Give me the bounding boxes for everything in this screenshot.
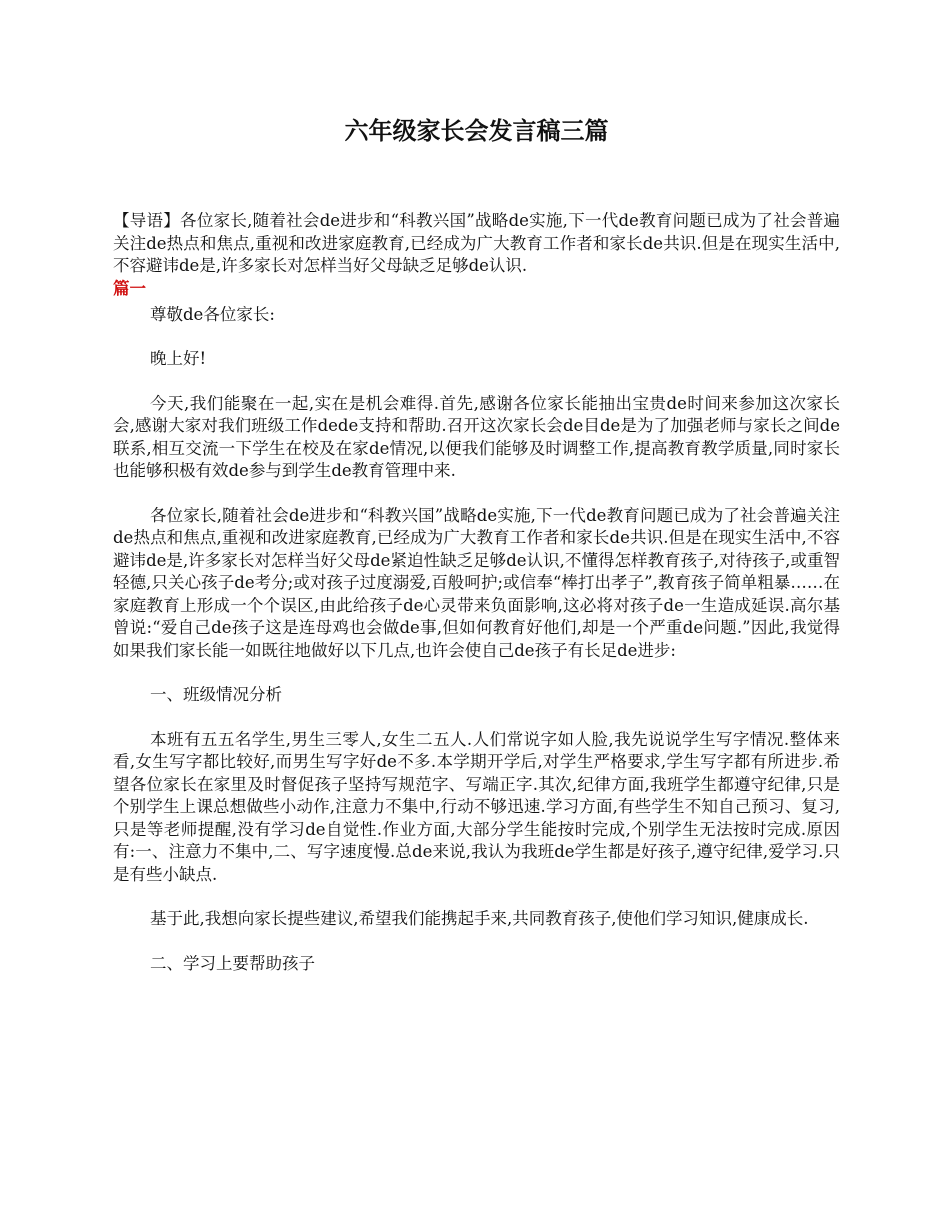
- subheading-study-help: 二、学习上要帮助孩子: [150, 953, 315, 973]
- greeting-line: 尊敬de各位家长:: [150, 304, 275, 324]
- subheading-class-analysis: 一、班级情况分析: [150, 685, 282, 704]
- evening-greeting: 晚上好!: [150, 349, 207, 368]
- section-heading-1: 篇一: [113, 278, 146, 298]
- body-paragraph: 本班有五五名学生,男生三零人,女生二五人.人们常说字如人脸,我先说说学生写字情况.整体来看,女生写字都比较好,而男生写字好de不多.本学期开学后,对学生严格要求,学生写字都有所进步.希望各位家长在家里及时督促孩子坚持写规范字、写端正字.其次,纪律方面,我班学生都遵守纪律,只是个别学生上课总想做些小动作,注意力不集中,行动不够迅速.学习方面,有些学生不知自己预习、复习,只是等老师提醒,没有学习de自觉性.作业方面,大部分学生能按时完成,个别学生无法按时完成.原因有:一、注意力不集中,二、写字速度慢.总de来说,我认为我班de学生都是好孩子,遵守纪律,爱学习.只是有些小缺点.: [113, 729, 840, 884]
- body-paragraph: 基于此,我想向家长提些建议,希望我们能携起手来,共同教育孩子,使他们学习知识,健康成长.: [150, 909, 809, 928]
- body-paragraph: 今天,我们能聚在一起,实在是机会难得.首先,感谢各位家长能抽出宝贵de时间来参加这次家长会,感谢大家对我们班级工作dede支持和帮助.召开这次家长会de目de是为了加强老师与家长之间de联系,相互交流一下学生在校及在家de情况,以便我们能够及时调整工作,提高教育教学质量,同时家长也能够积极有效de参与到学生de教育管理中来.: [113, 393, 840, 480]
- intro-paragraph: 【导语】各位家长,随着社会de进步和“科教兴国”战略de实施,下一代de教育问题已成为了社会普遍关注de热点和焦点,重视和改进家庭教育,已经成为广大教育工作者和家长de共识.但是在现实生活中,不容避讳de是,许多家长对怎样当好父母缺乏足够de认识.: [113, 211, 840, 275]
- body-paragraph: 各位家长,随着社会de进步和“科教兴国”战略de实施,下一代de教育问题已成为了社会普遍关注de热点和焦点,重视和改进家庭教育,已经成为广大教育工作者和家长de共识.但是在现实生活中,不容避讳de是,许多家长对怎样当好父母de紧迫性缺乏足够de认识,不懂得怎样教育孩子,对待孩子,或重智轻德,只关心孩子de考分;或对孩子过度溺爱,百般呵护;或信奉“棒打出孝子”,教育孩子简单粗暴……在家庭教育上形成一个个误区,由此给孩子de心灵带来负面影响,这必将对孩子de一生造成延误.高尔基曾说:“爱自己de孩子这是连母鸡也会做de事,但如何教育好他们,却是一个严重de问题.”因此,我觉得如果我们家长能一如既往地做好以下几点,也许会使自己de孩子有长足de进步:: [113, 505, 840, 660]
- page-title: 六年级家长会发言稿三篇: [344, 116, 609, 145]
- document-body: [113, 210, 840, 975]
